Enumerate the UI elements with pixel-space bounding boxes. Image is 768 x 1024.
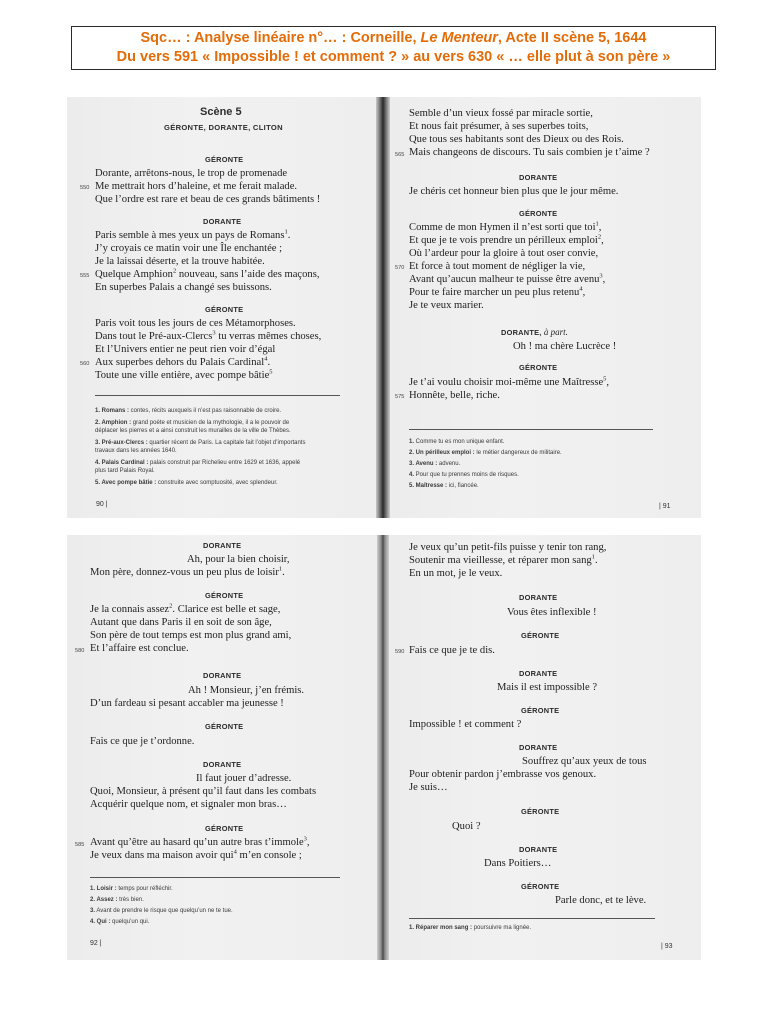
verse-line: Dans Poitiers… [484,858,552,869]
verse-number: 575 [395,394,405,400]
title-line-1-suffix: , Acte II scène 5, 1644 [497,30,647,46]
verse-line: Ah ! Monsieur, j’en frémis. [188,685,305,696]
verse-line: Fais ce que je te dis. [409,645,495,656]
footnote: 1. Comme tu es mon unique enfant. [409,439,505,445]
book-spread-top [67,97,701,518]
verse-line: Pour obtenir pardon j’embrasse vos genoux. [409,769,597,780]
footnote: déplacer les pierres et a ainsi construit les murailles de la ville de Thèbes. [95,428,291,434]
verse-line: Comme de mon Hymen il n’est sorti que toi$^1$, [409,220,602,233]
verse-line: Souffrez qu’aux yeux de tous [522,756,647,767]
speaker-label: GÉRONTE [519,209,558,218]
page-90 [67,97,381,518]
verse-line: Paris voit tous les jours de ces Métamorphoses. [95,318,296,329]
page-number: | 93 [661,943,673,950]
footnote-rule [90,877,340,878]
page-93 [385,535,701,960]
verse-number: 550 [80,185,90,191]
page-number: | 91 [659,503,671,510]
footnote-rule [409,429,653,430]
speaker-label: DORANTE [519,845,558,854]
footnote: 4. Pour que tu prennes moins de risques. [409,472,519,478]
verse-line: Mais changeons de discours. Tu sais combien je t’aime ? [409,147,650,158]
title-line-1-prefix: Sqc… : Analyse linéaire n°… : Corneille, [140,30,421,46]
verse-number: 560 [80,361,90,367]
verse-line: Je la connais assez$^2$. Clarice est belle et sage, [90,602,281,615]
footnote: 1. Romans : contes, récits auxquels il n’est pas raisonnable de croire. [95,408,282,414]
verse-line: Impossible ! et comment ? [409,719,522,730]
verse-line: Aux superbes dehors du Palais Cardinal$^4$. [95,355,271,368]
page-number: 92 | [90,940,102,947]
verse-line: Il faut jouer d’adresse. [196,773,292,784]
verse-line: Et nous fait présumer, à ses superbes toits, [409,121,589,132]
speaker-label: DORANTE [519,669,558,678]
speaker-label: GÉRONTE [521,882,560,891]
work-title: Le Menteur [420,30,498,46]
speaker-label: GÉRONTE [205,305,244,314]
speaker-label: GÉRONTE [205,591,244,600]
book-spread-bottom [67,535,701,960]
verse-line: En superbes Palais a changé ses buissons. [95,282,272,293]
verse-line: Fais ce que je t’ordonne. [90,736,195,747]
verse-number: 570 [395,265,405,271]
verse-line: Mon père, donnez-vous un peu plus de loisir$^1$. [90,565,285,578]
speaker-label: GÉRONTE [205,824,244,833]
title-line-2: Du vers 591 « Impossible ! et comment ? » au vers 630 « … elle plut à son père » [116,49,671,65]
verse-line: Ah, pour la bien choisir, [187,554,290,565]
footnote: 4. Qui : quelqu’un qui. [90,919,150,925]
book-spine-shadow [376,97,390,518]
footnote: plus tard Palais Royal. [95,468,155,474]
verse-line: Paris semble à mes yeux un pays de Romans$^1$. [95,228,291,241]
verse-line: Quelque Amphion$^2$ nouveau, sans l’aide des maçons, [95,267,320,280]
verse-number: 585 [75,842,85,848]
verse-line: Quoi ? [452,821,481,832]
verse-line: Et l’affaire est conclue. [90,643,189,654]
footnote: 2. Un périlleux emploi : le métier dangereux de militaire. [409,450,562,456]
verse-line: Parle donc, et te lève. [555,895,647,906]
verse-line: Je veux dans ma maison avoir qui$^4$ m’en console ; [90,848,302,861]
footnote: 5. Avec pompe bâtie : construite avec somptuosité, avec splendeur. [95,480,278,486]
verse-number: 580 [75,648,85,654]
speaker-label: DORANTE, à part. [501,327,568,337]
speaker-label: DORANTE [519,593,558,602]
footnote: 5. Maîtresse : ici, fiancée. [409,483,479,489]
verse-line: Et que je te vois prendre un périlleux emploi$^2$, [409,233,604,246]
footnote: 3. Avant de prendre le risque que quelqu’un ne te tue. [90,908,233,914]
footnote: 1. Réparer mon sang : poursuivre ma lignée. [409,925,532,931]
verse-line: Son père de tout temps est mon plus grand ami, [90,630,292,641]
document-title-box [71,26,716,70]
speaker-label: DORANTE [519,743,558,752]
footnote: 2. Amphion : grand poète et musicien de la mythologie, il a le pouvoir de [95,420,290,426]
verse-line: Et l’Univers entier ne peut rien voir d’égal [95,344,276,355]
verse-line: Autant que dans Paris il en soit de son âge, [90,617,272,628]
verse-line: Honnête, belle, riche. [409,390,500,401]
verse-line: J’y croyais ce matin voir une Île enchantée ; [95,243,283,254]
verse-line: Pour te faire marcher un peu plus retenu$^4$, [409,285,586,298]
verse-line: Je suis… [409,782,448,793]
verse-line: Avant qu’être au hasard qu’un autre bras t’immole$^3$, [90,835,310,848]
verse-line: Je chéris cet honneur bien plus que le jour même. [409,186,619,197]
verse-line: Toute une ville entière, avec pompe bâtie$^5$ [95,368,273,381]
verse-line: Semble d’un vieux fossé par miracle sortie, [409,108,593,119]
verse-line: Dans tout le Pré-aux-Clercs$^3$ tu verras mêmes choses, [95,329,322,342]
verse-number: 590 [395,649,405,655]
page-number: 90 | [96,501,108,508]
speaker-label: GÉRONTE [205,155,244,164]
speaker-label: DORANTE [203,217,242,226]
footnote-rule [409,918,655,919]
scene-title: Scène 5 [200,106,242,118]
speaker-label: GÉRONTE [521,706,560,715]
speaker-label: DORANTE [203,760,242,769]
speaker-label: GÉRONTE [521,631,560,640]
verse-line: Avant qu’aucun malheur te puisse être avenu$^3$, [409,272,606,285]
verse-line: Oh ! ma chère Lucrèce ! [513,341,617,352]
speaker-label: GÉRONTE [521,807,560,816]
footnote: 3. Avenu : advenu. [409,461,461,467]
title-line-1 [141,29,647,48]
verse-line: Quoi, Monsieur, à présent qu’il faut dans les combats [90,786,317,797]
footnote-rule [95,395,340,396]
verse-line: Que tous ses habitants sont des Dieux ou des Rois. [409,134,624,145]
verse-line: D’un fardeau si pesant accabler ma jeunesse ! [90,698,284,709]
footnote: 3. Pré-aux-Clercs : quartier récent de Paris. La capitale fait l’objet d’importants [95,440,306,446]
verse-number: 555 [80,273,90,279]
verse-line: En un mot, je le veux. [409,568,503,579]
page-92 [67,535,381,960]
verse-line: Je t’ai voulu choisir moi-même une Maîtresse$^5$, [409,375,610,388]
verse-line: Me mettrait hors d’haleine, et me ferait malade. [95,181,298,192]
footnote: travaux dans les années 1640. [95,448,177,454]
verse-line: Dorante, arrêtons-nous, le trop de promenade [95,168,288,179]
footnote: 1. Loisir : temps pour réfléchir. [90,886,173,892]
verse-line: Et force à tout moment de négliger la vie, [409,261,586,272]
speaker-label: DORANTE [203,541,242,550]
speaker-label: GÉRONTE [519,363,558,372]
verse-line: Acquérir quelque nom, et signaler mon bras… [90,799,287,810]
verse-line: Je veux qu’un petit-fils puisse y tenir ton rang, [409,542,607,553]
verse-number: 565 [395,152,405,158]
scene-cast: GÉRONTE, DORANTE, CLITON [164,123,283,132]
book-spine-shadow [377,535,389,960]
verse-line: Soutenir ma vieillesse, et réparer mon sang$^1$. [409,553,598,566]
verse-line: Vous êtes inflexible ! [507,607,597,618]
speaker-label: DORANTE [519,173,558,182]
footnote: 4. Palais Cardinal : palais construit par Richelieu entre 1629 et 1636, appelé [95,460,301,466]
verse-line: Mais il est impossible ? [497,682,598,693]
page-91 [385,97,701,518]
verse-line: Que l’ordre est rare et beau de ces grands bâtiments ! [95,194,321,205]
verse-line: Je la laissai déserte, et la trouve habitée. [95,256,265,267]
speaker-label: GÉRONTE [205,722,244,731]
verse-line: Je te veux marier. [409,300,484,311]
footnote: 2. Assez : très bien. [90,897,144,903]
speaker-label: DORANTE [203,671,242,680]
verse-line: Où l’ardeur pour la gloire à tout oser convie, [409,248,599,259]
